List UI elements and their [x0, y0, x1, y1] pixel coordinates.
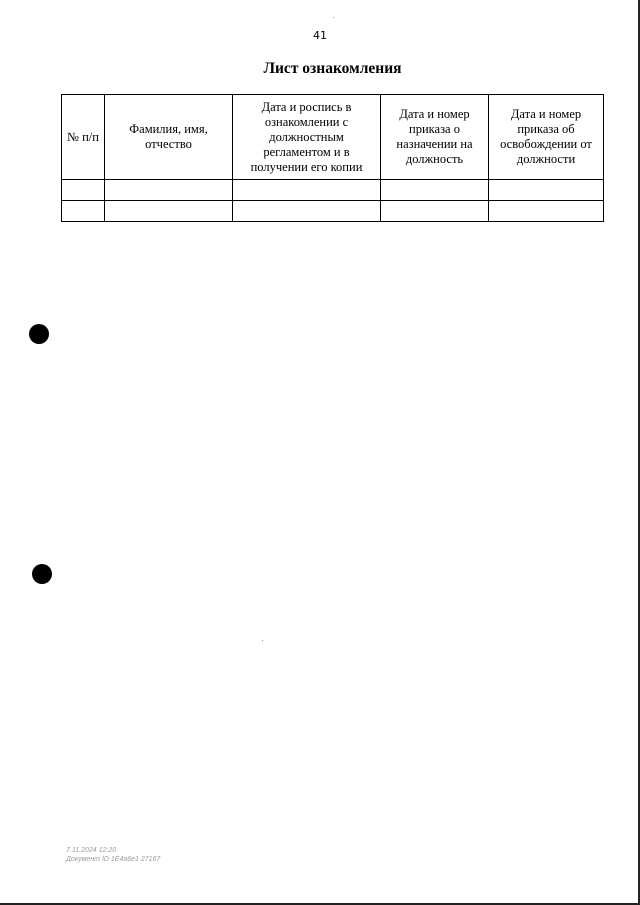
punch-hole	[32, 564, 52, 584]
footer-stamp-line: Документ ID 1E4a6e1 27167	[66, 856, 161, 863]
scan-speck	[262, 640, 263, 641]
footer-stamp-line: 7.11.2024 12:20	[66, 847, 117, 854]
page-number: 41	[313, 29, 327, 42]
table-cell	[105, 180, 233, 201]
table-cell	[489, 180, 604, 201]
table-cell	[489, 201, 604, 222]
column-header-signature-date: Дата и роспись в ознакомлении с должностным регламентом и в получении его копии	[233, 95, 381, 180]
column-header-full-name: Фамилия, имя, отчество	[105, 95, 233, 180]
table-row	[62, 201, 604, 222]
table-cell	[233, 180, 381, 201]
table-cell	[381, 201, 489, 222]
scan-speck	[333, 17, 334, 18]
table-cell	[62, 180, 105, 201]
punch-hole	[29, 324, 49, 344]
table-cell	[105, 201, 233, 222]
column-header-number: № п/п	[62, 95, 105, 180]
table-cell	[62, 201, 105, 222]
table-header-row	[62, 95, 604, 180]
table-cell	[233, 201, 381, 222]
column-header-dismissal-order: Дата и номер приказа об освобождении от должности	[489, 95, 604, 180]
page-title: Лист ознакомления	[263, 60, 402, 77]
table-cell	[381, 180, 489, 201]
column-header-appointment-order: Дата и номер приказа о назначении на должность	[381, 95, 489, 180]
footer-stamp	[66, 846, 160, 864]
table-row	[62, 180, 604, 201]
acknowledgement-table	[61, 94, 604, 222]
